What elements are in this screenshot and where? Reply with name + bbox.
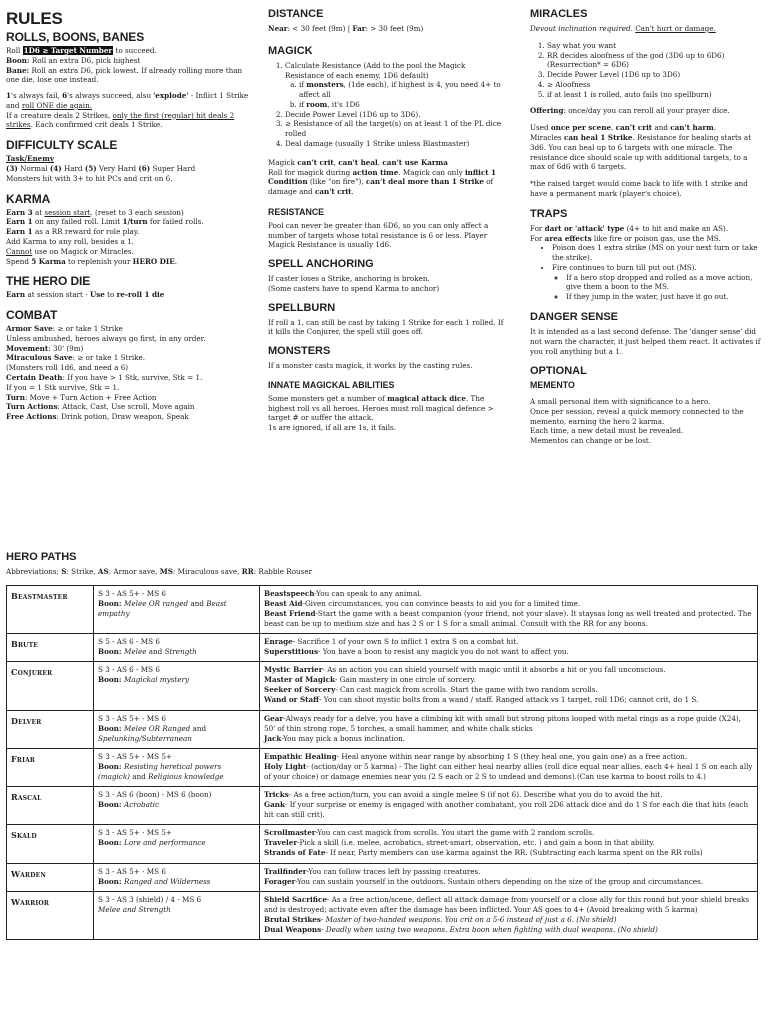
innate-text-2: 1s are ignored, if all are 1s, it fails. <box>268 423 397 433</box>
hero-paths-section <box>6 552 758 940</box>
path-abilities <box>260 825 758 863</box>
stats-line: S 3 - AS 5+ - MS 5+ <box>98 751 172 761</box>
difficulty-heading: DIFFICULTY SCALE <box>6 138 118 153</box>
list-item: 1. Say what you want <box>547 41 762 51</box>
list-item: 1. Calculate Resistance (Add to the pool the Magick Resistance of each enemy, 1D6 default) a. if monsters, (1de each), if highest is 4, you need 4+ to affect all b. if room, it's 1D6 <box>285 61 504 110</box>
resistance-text: Pool can never be greater than 6D6, so you can only affect a number of targets whose total resistance is 6 or less. Player Magick Resistance is usually 1d6. <box>268 220 489 250</box>
list-item: b. if room, it's 1D6 <box>299 100 504 110</box>
path-abilities <box>260 748 758 786</box>
anchoring-line-2: (Some casters have to spend Karma to anchor) <box>268 283 440 293</box>
path-name: Conjurer <box>7 662 94 710</box>
list-item: 3. Decide Power Level (1D6 up to 3D6) <box>547 70 762 80</box>
hero-die-heading: THE HERO DIE <box>6 274 91 289</box>
list-item: ◦ If they jump in the water, just have it go out. <box>566 292 762 302</box>
list-item: 4. Deal damage (usually 1 Strike unless Blastmaster) <box>285 139 504 149</box>
list-item: a. if monsters, (1de each), if highest is 4, you need 4+ to affect all <box>299 80 504 100</box>
path-stats <box>94 662 260 710</box>
list-item: 5. if at least 1 is rolled, auto fails (no spellburn) <box>547 90 762 100</box>
ability: Strands of Fate- If near, Party members can use karma against the RR. (Subtracting each karma spent on the RR rolls) <box>264 848 703 858</box>
memento-line-2: Once per session, reveal a quick memory connected to the memento, earning the hero 2 karma. <box>530 406 744 426</box>
karma-line-3: Earn 1 as a RR reward for role play. <box>6 227 140 237</box>
boon-line: Boon: Acrobatic <box>98 800 160 810</box>
rules-title: RULES <box>6 9 63 28</box>
ability: Scrollmaster-You can cast magick from scrolls. You start the game with 2 random scrolls. <box>264 828 595 838</box>
spellburn-text: If roll a 1, can still be cast by taking 1 Strike for each 1 rolled. If it kills the Conjurer, the spell still goes off. <box>268 317 504 337</box>
path-stats <box>94 825 260 863</box>
table-row <box>7 825 758 863</box>
combat-heading: COMBAT <box>6 308 58 323</box>
explode-rule: 1's always fail, 6's always succeed, also 'explode' - Inflict 1 Strike and roll ONE die again. <box>6 91 249 110</box>
target-number-highlight: 1D6 ≥ Target Number <box>23 46 113 55</box>
abbreviations: Abbreviations: S: Strike, AS: Armor save, MS: Miraculous save, RR: Rabble Rouser <box>6 567 313 576</box>
magick-timing: Roll for magick during action time. Magick can only inflict 1 Condition (like "on fire"), can't deal more than 1 Strike of damage and can't crit. <box>268 167 497 197</box>
ability: Seeker of Sorcery- Can cast magick from scrolls. Start the game with two random scrolls. <box>264 685 598 695</box>
boon-line: Boon: Lore and performance <box>98 838 206 848</box>
list-item: • Poison does 1 extra strike (MS on your next turn or take the strike). <box>552 243 762 263</box>
monster-hit-rule: Monsters hit with 3+ to hit PCs and crit on 6. <box>6 173 173 183</box>
table-row <box>7 863 758 891</box>
path-stats <box>94 787 260 825</box>
stats-line: S 3 - AS 6 (boon) - MS 6 (boon) <box>98 790 212 800</box>
boon-line: Boon: Resisting heretical powers (magick) and Religious knowledge <box>98 761 224 781</box>
ability: Jack-You may pick a bonus inclination. <box>264 733 406 743</box>
karma-line-6: Spend 5 Karma to replenish your HERO DIE. <box>6 256 178 266</box>
boon-line: Boon: Ranged and Wilderness <box>98 876 211 886</box>
spellburn-heading: SPELLBURN <box>268 301 336 314</box>
stats-line: S 3 - AS 3 (shield) / 4 - MS 6 <box>98 894 202 904</box>
hero-die-rule: Earn at session start - Use to re-roll 1 die <box>6 290 165 300</box>
offering-rule: Offering: once/day you can reroll all your prayer dice. <box>530 106 730 116</box>
boon-rule: Boon: Roll an extra D6, pick highest <box>6 55 141 65</box>
double-strike-rule: If a creature deals 2 Strikes, only the first (regular) hit deals 2 strikes. Each confirmed crit deals 1 Strike. <box>6 110 235 130</box>
karma-line-1: Earn 3 at session start. (reset to 3 each session) <box>6 207 184 217</box>
table-row <box>7 748 758 786</box>
miracles-heading: MIRACLES <box>530 8 588 20</box>
miracles-column <box>530 4 762 446</box>
ability: Gank- If your surprise or enemy is engaged with another combatant, you roll 2D6 attack dice and do 1 S for each die that hits (each hit can still crit). <box>264 800 749 820</box>
armor-save: Armor Save: ≥ or take 1 Strike <box>6 324 123 334</box>
ability: Trailfinder-You can follow traces left by passing creatures. <box>264 866 481 876</box>
karma-line-2: Earn 1 on any failed roll. Limit 1/turn for failed rolls. <box>6 217 204 227</box>
optional-heading: OPTIONAL <box>530 365 587 378</box>
traps-area: For area effects like fire or poison gas, use the MS. <box>530 233 721 243</box>
ability: Beast Friend-Start the game with a beast companion (your friend, not your slave). It staysas long as well treated and protected. The beast can be up to medium size and has 2 S or 1 S for a small animal. Consult with the RR for any boons. <box>264 608 752 629</box>
ability: Enrage- Sacrifice 1 of your own S to inflict 1 extra S on a combat hit. <box>264 637 519 647</box>
ability: Wand or Staff- You can shoot mystic bolts from a wand / staff. Ranged attack vs 1 target, roll 1D6; cannot crit, do 1 S. <box>264 695 699 705</box>
rolls-heading: ROLLS, BOONS, BANES <box>6 30 145 44</box>
list-item: 2. Decide Power Level (1D6 up to 3D6). <box>285 110 504 120</box>
ability: Gear-Always ready for a delve, you have a climbing kit with small but strong pitons looped with metal rings as a rope guide (X24), 50' of thin strong rope, 5 torches, a small hammer, and white chalk sticks <box>264 713 742 733</box>
memento-line-1: A small personal item with significance to a hero. <box>530 397 711 407</box>
memento-line-3: Each time, a new detail must be revealed. <box>530 426 684 436</box>
stats-line: S 3 - AS 5+ - MS 6 <box>98 866 166 876</box>
magick-steps <box>285 61 504 149</box>
stats-line: S 3 - AS 5+ - MS 6 <box>98 713 166 723</box>
path-name: Skald <box>7 825 94 863</box>
stats-line: S 3 - AS 5+ - MS 6 <box>98 588 166 598</box>
certain-death: Certain Death: If you have > 1 Stk, survive, Stk = 1. <box>6 372 203 382</box>
roll-rule: Roll 1D6 ≥ Target Number to succeed. <box>6 46 157 55</box>
boon-line: Boon: Melee and Strength <box>98 647 197 657</box>
stats-line: S 5 - AS 6 - MS 6 <box>98 637 160 647</box>
ability: Traveler-Pick a skill (i.e. melee, acrobatics, street-smart, observation, etc. ) and gain a boon in that ability. <box>264 838 655 848</box>
anchoring-heading: SPELL ANCHORING <box>268 258 374 271</box>
ability: Brutal Strikes- Master of two-handed weapons. You crit on a 5-6 instead of just a 6. (No shield) <box>264 914 617 924</box>
table-row <box>7 710 758 748</box>
table-row <box>7 662 758 710</box>
trap-effects <box>552 243 762 302</box>
path-name: Friar <box>7 748 94 786</box>
rules-column <box>6 4 254 422</box>
anchoring-line-1: If caster loses a Strike, anchoring is broken. <box>268 274 430 284</box>
ability: Dual Weapons- Deadly when using two weapons. Extra boon when fighting with dual weapons. (No shield) <box>264 924 658 934</box>
magick-heading: MAGICK <box>268 44 313 57</box>
path-name: Warden <box>7 863 94 891</box>
path-name: Beastmaster <box>7 585 94 633</box>
ability: Empathic Healing- Heal anyone within near range by absorbing 1 S (they heal one, you gain one) as a free action. <box>264 751 688 761</box>
list-item: 2. RR decides aloofness of the god (3D6 up to 6D6) (Resurrection* = 6D6) <box>547 51 762 71</box>
table-row <box>7 891 758 939</box>
path-stats <box>94 863 260 891</box>
difficulty-sub: Task/Enemy <box>6 154 55 164</box>
path-abilities <box>260 585 758 633</box>
table-row <box>7 634 758 662</box>
hero-paths-heading: HERO PATHS <box>6 551 77 563</box>
path-name: Rascal <box>7 787 94 825</box>
ability: Mystic Barrier- As an action you can shield yourself with magic until it absorbs a hit or you fall unconscious. <box>264 665 666 675</box>
stats-line: S 3 - AS 5+ - MS 5+ <box>98 828 172 838</box>
boon-line: Melee and Strength <box>98 904 171 914</box>
path-stats <box>94 748 260 786</box>
list-item: ◦ If a hero stop dropped and rolled as a move action, give them a boon to the MS. <box>566 273 762 293</box>
list-item: 3. ≥ Resistance of all the target(s) on at least 1 of the PL dice rolled <box>285 119 504 139</box>
certain-death-2: If you = 1 Stk survive, Stk = 1. <box>6 382 120 392</box>
initiative-rule: Unless ambushed, heroes always go first, in any order. <box>6 333 206 343</box>
turn-rule: Turn: Move + Turn Action + Free Action <box>6 392 157 402</box>
path-name: Warrior <box>7 891 94 939</box>
boon-line: Boon: Melee OR Ranged and Spelunking/Subterranean <box>98 723 207 743</box>
path-abilities <box>260 634 758 662</box>
traps-heading: TRAPS <box>530 207 568 220</box>
miracle-steps <box>547 41 762 100</box>
ability: Beastspeech-You can speak to any animal. <box>264 588 422 598</box>
karma-heading: KARMA <box>6 191 51 206</box>
ability: Beast Aid-Given circumstances, you can convince beasts to aid you for a limited time. <box>264 598 581 608</box>
path-abilities <box>260 787 758 825</box>
danger-sense-heading: DANGER SENSE <box>530 310 619 323</box>
karma-line-5: Cannot use on Magick or Miracles. <box>6 246 134 256</box>
stats-line: S 3 - AS 6 - MS 6 <box>98 665 160 675</box>
table-row <box>7 585 758 633</box>
path-name: Brute <box>7 634 94 662</box>
monster-save-note: (Monsters roll 1d6, and need a 6) <box>6 363 129 373</box>
karma-line-4: Add Karma to any roll, besides a 1. <box>6 236 134 246</box>
distance-rule: Near: < 30 feet (9m) | Far: > 30 feet (9m) <box>268 24 424 33</box>
magick-limits: Magick can't crit, can't heal, can't use Karma <box>268 157 448 167</box>
traps-dart: For dart or 'attack' type (4+ to hit and make an AS). <box>530 223 729 233</box>
miracle-usage: Used once per scene, can't crit and can't harm. <box>530 123 717 133</box>
table-row <box>7 787 758 825</box>
innate-heading: INNATE MAGICKAL ABILITIES <box>268 379 395 390</box>
miraculous-save: Miraculous Save: ≥ or take 1 Strike. <box>6 353 146 363</box>
path-stats <box>94 585 260 633</box>
path-name: Delver <box>7 710 94 748</box>
resurrection-note: *the raised target would come back to life with 1 strike and have a permanent mark (player's choice). <box>530 179 748 198</box>
boon-line: Boon: Magickal mystery <box>98 675 190 685</box>
ability: Tricks- As a free action/turn, you can avoid a single melee S (if not 6). Describe what you do to avoid the hit. <box>264 790 663 800</box>
innate-text: Some monsters get a number of magical attack dice. The highest roll vs all heroes. Heroes must roll magical defence > target # or suffer the attack. <box>268 393 494 423</box>
danger-sense-text: It is intended as a last second defense. The 'danger sense' did not warn the character, it just helped them react. It activates if you roll anything but a 1. <box>530 326 761 356</box>
magick-column <box>268 4 504 433</box>
path-abilities <box>260 891 758 939</box>
hero-paths-table <box>6 585 758 940</box>
ability: Holy Light- (action/day or 5 karma) - The light can either heal nearby allies (roll dice equal near allies. each 4+ heal 1 S on each ally of your choice) or damage enemies near you (2 S each or 2 S to undead and demons).(Can use karma to boost rolls to 4.) <box>264 761 753 781</box>
monsters-heading: MONSTERS <box>268 345 331 358</box>
distance-heading: DISTANCE <box>268 8 324 20</box>
miracle-healing: Miracles can heal 1 Strike. Resistance for healing starts at 3d6. You can heal up to 6 targets with one miracle. The resistance dice should scale up with additional targets, to a max of 6d6 with 6 targets. <box>530 133 752 172</box>
path-stats <box>94 710 260 748</box>
path-abilities <box>260 662 758 710</box>
ability: Master of Magick- Gain mastery in one circle of sorcery. <box>264 675 476 685</box>
difficulty-levels: (3) Normal (4) Hard (5) Very Hard (6) Super Hard <box>6 164 196 174</box>
path-stats <box>94 891 260 939</box>
movement-rule: Movement: 30' (9m) <box>6 343 84 353</box>
ability: Forager-You can sustain yourself in the outdoors. Sustain others depending on the size of the group and circumstances. <box>264 876 704 886</box>
free-actions: Free Actions: Drink potion, Draw weapon, Speak <box>6 412 189 422</box>
ability: Shield Sacrifice- As a free action/scene, deflect all attack damage from yourself or a close ally for this round but your shield breaks and is destroyed; activate even after the damage has been inflicted. Your AS goes to 4+ (Avoid breaking with 5 karma) <box>264 894 750 914</box>
boon-line: Boon: Melee OR ranged and Beast empathy <box>98 598 227 618</box>
path-stats <box>94 634 260 662</box>
ability: Superstitious- You have a boon to resist any magick you do not want to affect you. <box>264 647 569 657</box>
bane-rule: Bane: Roll an extra D6, pick lowest. If already rolling more than one die, lose one instead. <box>6 65 243 85</box>
memento-heading: MEMENTO <box>530 380 575 391</box>
resistance-heading: RESISTANCE <box>268 206 325 217</box>
memento-line-4: Mementos can change or be lost. <box>530 436 652 446</box>
list-item: 4. ≥ Aloofness <box>547 80 762 90</box>
monsters-text: If a monster casts magick, it works by the casting rules. <box>268 361 473 371</box>
path-abilities <box>260 710 758 748</box>
list-item: • Fire continues to burn till put out (MS). ◦ If a hero stop dropped and rolled as a move action, give them a boon to the MS. ◦ If they jump in the water, just have it go out. <box>552 263 762 302</box>
turn-actions: Turn Actions: Attack, Cast, Use scroll, Move again <box>6 402 195 412</box>
miracles-note: Devout inclination required. Can't hurt or damage. <box>530 24 716 33</box>
path-abilities <box>260 863 758 891</box>
